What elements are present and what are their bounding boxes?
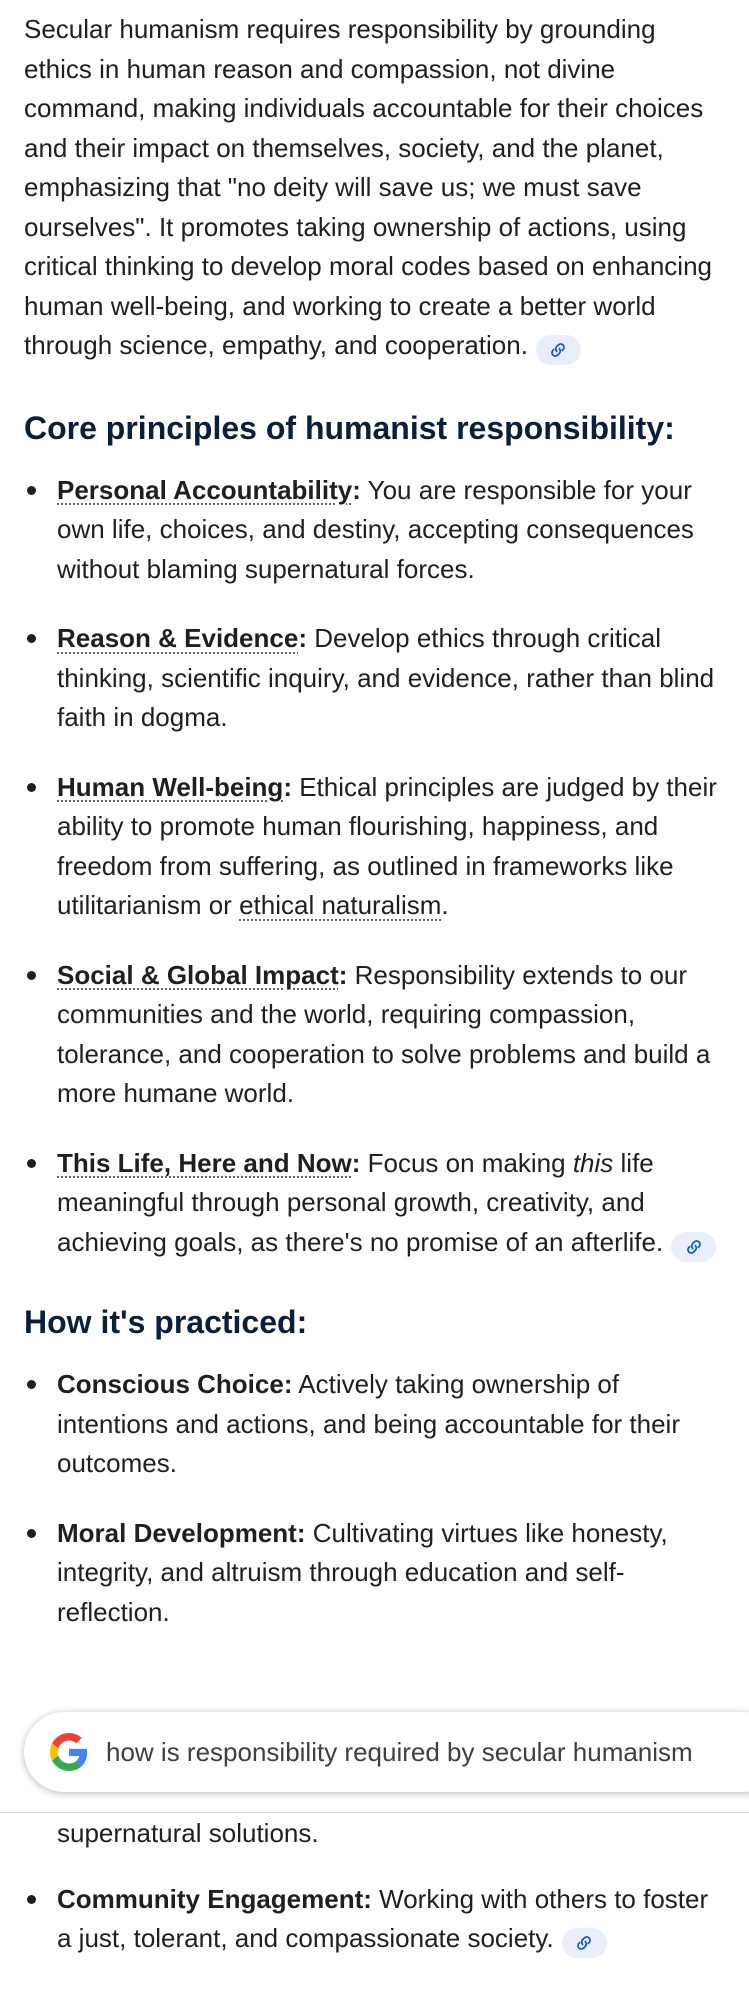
intro-paragraph xyxy=(24,10,724,366)
search-bar[interactable] xyxy=(24,1712,749,1792)
section-heading-core-principles: Core principles of humanist responsibility: xyxy=(24,409,675,446)
list-item: Community Engagement: Working with others to foster a just, tolerant, and compassionate society. xyxy=(24,1880,724,1959)
list-item: This Life, Here and Now: Focus on making this life meaningful through personal growth, creativity, and achieving goals, as there's no promise of an afterlife. xyxy=(24,1144,724,1263)
practice-list-continued xyxy=(24,1880,724,1959)
list-item: Social & Global Impact: Responsibility extends to our communities and the world, requiring compassion, tolerance, and cooperation to solve problems and build a more humane world. xyxy=(24,956,724,1114)
link-icon xyxy=(550,342,566,358)
bottom-content xyxy=(24,1813,724,1959)
term-link[interactable]: Human Well-being xyxy=(57,771,284,802)
intro-text: Secular humanism requires responsibility by grounding ethics in human reason and compassion, not divine command, making individuals accountable for their choices and their impact on themselves, society, and the planet, emphasizing that "no deity will save us; we must save ourselves". It promotes taking ownership of actions, using critical thinking to develop moral codes based on enhancing human well-being, and working to create a better world through science, empathy, and cooperation. xyxy=(24,14,712,360)
list-item: Human Well-being: Ethical principles are judged by their ability to promote human flourishing, happiness, and freedom from suffering, as outlined in frameworks like utilitarianism or ethical naturalism. xyxy=(24,768,724,926)
list-item: Personal Accountability: You are responsible for your own life, choices, and destiny, accepting consequences without blaming supernatural forces. xyxy=(24,471,724,590)
core-principles-list xyxy=(24,471,724,1263)
section-heading-practiced: How it's practiced: xyxy=(24,1304,308,1340)
search-query-text: how is responsibility required by secular humanism xyxy=(106,1736,693,1767)
term-link[interactable]: Personal Accountability xyxy=(57,474,353,505)
link-icon xyxy=(576,1935,592,1951)
list-item: Reason & Evidence: Develop ethics through critical thinking, scientific inquiry, and evidence, rather than blind faith in dogma. xyxy=(24,619,724,738)
link-icon xyxy=(686,1239,702,1255)
google-g-icon xyxy=(50,1733,88,1771)
obscured-list-tail: supernatural solutions. xyxy=(57,1818,319,1848)
term-link[interactable]: Reason & Evidence xyxy=(57,623,299,653)
source-link-chip[interactable] xyxy=(671,1232,716,1262)
list-item: Conscious Choice: Actively taking ownership of intentions and actions, and being accountable for their outcomes. xyxy=(24,1365,724,1484)
term-link[interactable]: This Life, Here and Now xyxy=(57,1147,352,1178)
list-item: Moral Development: Cultivating virtues like honesty, integrity, and altruism through education and self-reflection. xyxy=(24,1514,724,1633)
practice-list xyxy=(24,1365,724,1632)
source-link-chip[interactable] xyxy=(536,335,581,365)
ethical-naturalism-link[interactable]: ethical naturalism xyxy=(239,890,442,920)
source-link-chip[interactable] xyxy=(562,1928,607,1958)
term-link[interactable]: Social & Global Impact xyxy=(57,959,339,990)
main-content xyxy=(24,10,724,1632)
